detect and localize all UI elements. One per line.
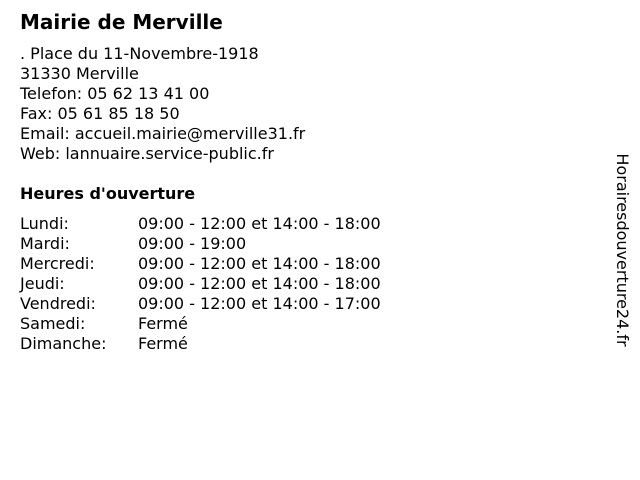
phone-line: Telefon: 05 62 13 41 00 [20,84,210,103]
hours-day: Mardi: [20,234,70,253]
hours-time: 09:00 - 12:00 et 14:00 - 18:00 [138,274,381,293]
hours-heading: Heures d'ouverture [20,184,196,203]
city-line: 31330 Merville [20,64,139,83]
hours-time: 09:00 - 12:00 et 14:00 - 17:00 [138,294,381,313]
hours-day: Jeudi: [20,274,65,293]
site-watermark-label: Horairesdouverture24.fr [613,153,632,347]
hours-time: 09:00 - 19:00 [138,234,247,253]
page-title: Mairie de Merville [20,10,223,34]
address-line: . Place du 11-Novembre-1918 [20,44,259,63]
hours-time: 09:00 - 12:00 et 14:00 - 18:00 [138,214,381,233]
hours-day: Mercredi: [20,254,95,273]
hours-day: Lundi: [20,214,69,233]
hours-time: 09:00 - 12:00 et 14:00 - 18:00 [138,254,381,273]
hours-day: Vendredi: [20,294,96,313]
email-line: Email: accueil.mairie@merville31.fr [20,124,306,143]
web-line: Web: lannuaire.service-public.fr [20,144,274,163]
hours-time: Fermé [138,334,188,353]
contact-block [20,44,305,164]
fax-line: Fax: 05 61 85 18 50 [20,104,180,123]
hours-time: Fermé [138,314,188,333]
hours-day: Samedi: [20,314,86,333]
hours-day: Dimanche: [20,334,107,353]
